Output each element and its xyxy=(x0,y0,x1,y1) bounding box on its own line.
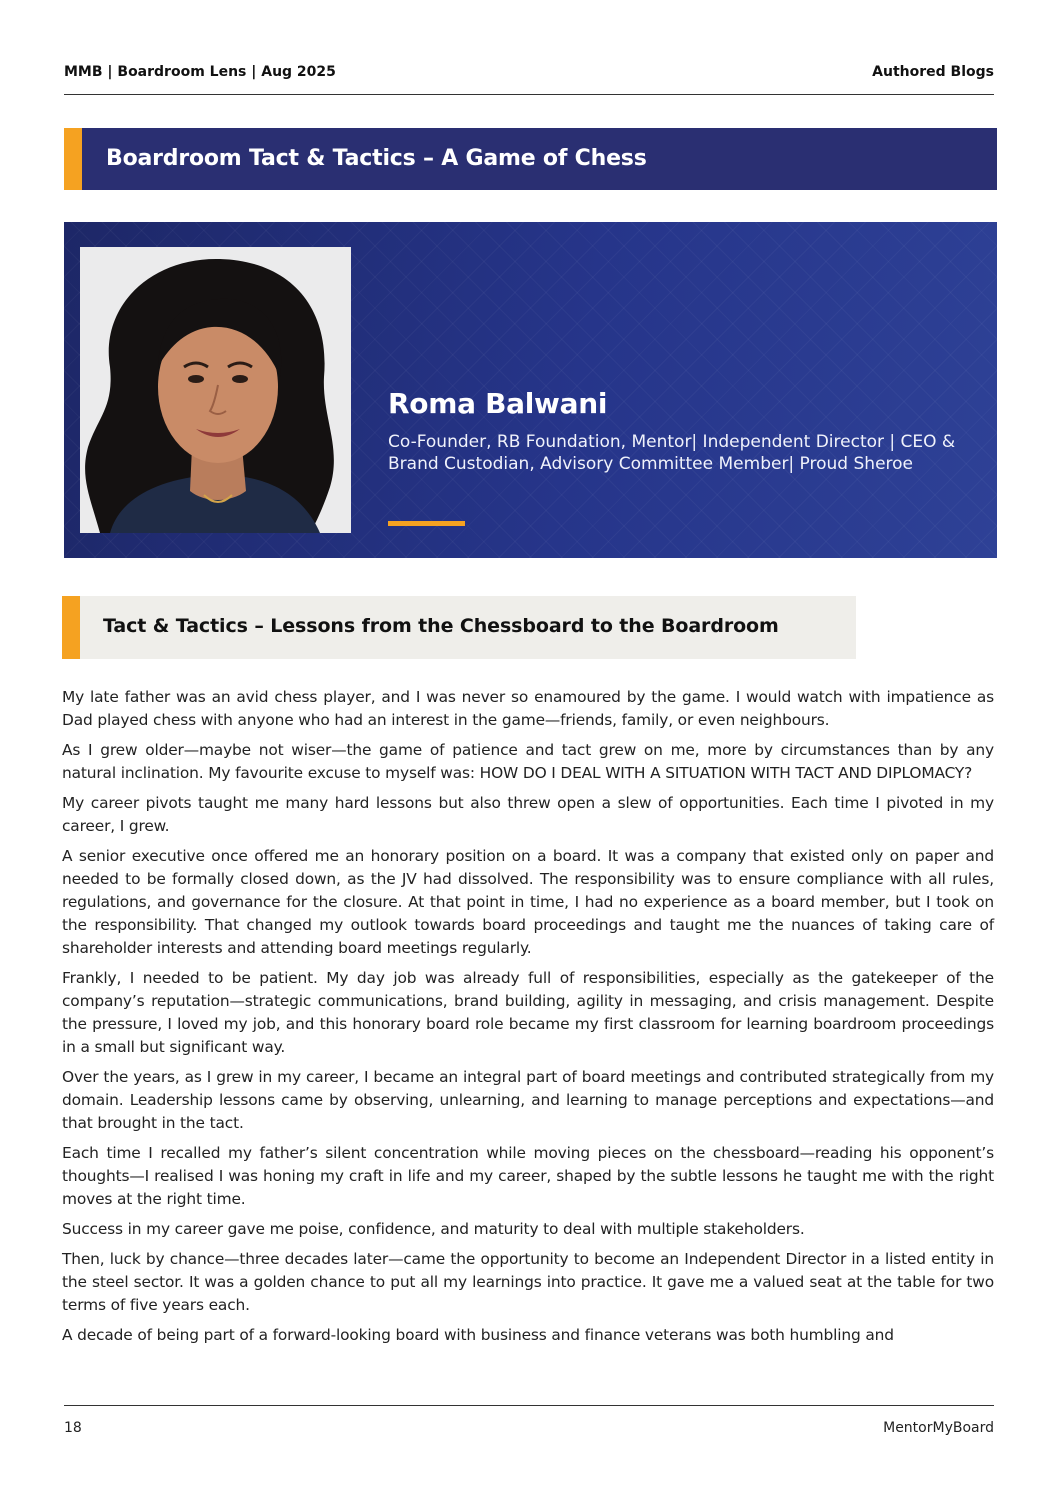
footer-divider xyxy=(64,1405,994,1406)
article-paragraph: Success in my career gave me poise, confidence, and maturity to deal with multiple stakeholders. xyxy=(62,1220,805,1238)
article-paragraph: Over the years, as I grew in my career, I became an integral part of board meetings and contributed strategically from my domain. Leadership lessons came by observing, unlearning, and learning to manage perceptions and expectations—and that brought in the tact. xyxy=(62,1068,994,1132)
author-portrait xyxy=(80,247,351,533)
section-accent-bar xyxy=(62,596,80,659)
article-paragraph: As I grew older—maybe not wiser—the game of patience and tact grew on me, more by circumstances than by any natural inclination. My favourite excuse to myself was: HOW DO I DEAL WITH A SITUATION WITH TACT AND DIPLOMACY? xyxy=(62,741,994,782)
title-banner xyxy=(64,128,997,190)
page-title: Boardroom Tact & Tactics – A Game of Chess xyxy=(106,146,647,171)
author-card xyxy=(64,222,997,558)
author-title: Co-Founder, RB Foundation, Mentor| Independent Director | CEO & Brand Custodian, Advisory Committee Member| Proud Sheroe xyxy=(388,432,956,474)
header-section-label: Authored Blogs xyxy=(872,64,994,80)
header-divider xyxy=(64,94,994,95)
article-paragraph: My career pivots taught me many hard lessons but also threw open a slew of opportunities. Each time I pivoted in my career, I grew. xyxy=(62,794,994,835)
author-name: Roma Balwani xyxy=(388,387,608,420)
section-banner xyxy=(62,596,856,659)
article-paragraph: A decade of being part of a forward-looking board with business and finance veterans was both humbling and xyxy=(62,1326,894,1344)
article-paragraph: Each time I recalled my father’s silent concentration while moving pieces on the chessboard—reading his opponent’s thoughts—I realised I was honing my craft in life and my career, shaped by the subtle lessons he taught me with the right moves at the right time. xyxy=(62,1144,994,1208)
page-footer xyxy=(64,1418,994,1438)
footer-brand: MentorMyBoard xyxy=(883,1420,994,1436)
article-body xyxy=(62,686,994,1354)
page-header xyxy=(64,62,994,82)
article-paragraph: A senior executive once offered me an honorary position on a board. It was a company that existed only on paper and needed to be formally closed down, as the JV had dissolved. The responsibility was to ensure compliance with all rules, regulations, and governance for the closure. At that point in time, I had no experience as a board member, but I took on the responsibility. That changed my outlook towards board proceedings and taught me the nuances of taking care of shareholder interests and attending board meetings regularly. xyxy=(62,847,994,957)
header-publication: MMB | Boardroom Lens | Aug 2025 xyxy=(64,64,336,80)
title-accent-bar xyxy=(64,128,82,190)
page-number: 18 xyxy=(64,1420,82,1436)
article-paragraph: My late father was an avid chess player, and I was never so enamoured by the game. I would watch with impatience as Dad played chess with anyone who had an interest in the game—friends, family, or even neighbours. xyxy=(62,688,994,729)
article-paragraph: Then, luck by chance—three decades later—came the opportunity to become an Independent Director in a listed entity in the steel sector. It was a golden chance to put all my learnings into practice. It gave me a valued seat at the table for two terms of five years each. xyxy=(62,1250,994,1314)
article-paragraph: Frankly, I needed to be patient. My day job was already full of responsibilities, especially as the gatekeeper of the company’s reputation—strategic communications, brand building, agility in messaging, and crisis management. Despite the pressure, I loved my job, and this honorary board role became my first classroom for learning boardroom proceedings in a small but significant way. xyxy=(62,969,994,1056)
section-title: Tact & Tactics – Lessons from the Chessboard to the Boardroom xyxy=(103,615,779,637)
author-accent-line xyxy=(388,521,465,526)
